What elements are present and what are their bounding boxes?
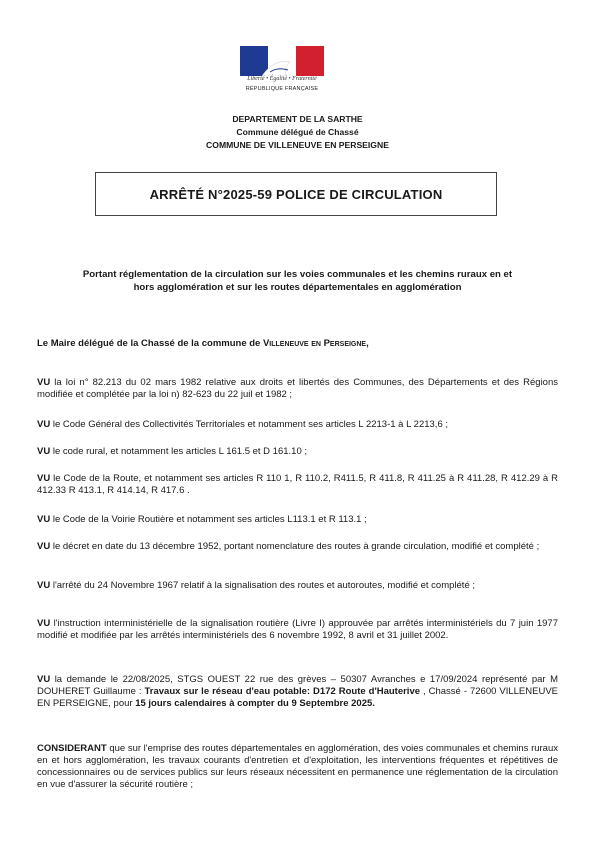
vu-lead: VU (37, 473, 51, 484)
subtitle-line-2: hors agglomération et sur les routes départementales en agglomération (133, 282, 462, 293)
vu-lead: VU (37, 446, 51, 457)
subtitle-line-1: Portant réglementation de la circulation sur les voies communales et les chemins ruraux en et (82, 269, 513, 280)
vu-paragraph (37, 541, 558, 553)
demande-travaux: Travaux sur le réseau d'eau potable: D172 Route d'Hauterive (144, 686, 421, 697)
marianne-flag-icon (240, 46, 324, 76)
demande-lead: VU (37, 674, 51, 685)
considerant-paragraph (37, 743, 558, 791)
vu-text: le code rural, et notamment les articles L 161.5 et D 161.10 ; (50, 446, 308, 457)
considerant-lead: CONSIDERANT (37, 743, 107, 754)
vu-text: l'instruction interministérielle de la signalisation routière (Livre I) approuvée par arrêtés interministériels du 7 juin 1977 modifié et modifiée par les arrêtés interministériels des 6 novembre 1992, 8 avril et 31 juillet 2002. (37, 618, 558, 641)
document-header (0, 113, 595, 152)
maire-text: Le Maire délégué de la Chassé de la commune de (37, 338, 263, 349)
demande-text-2: , Chassé - 72600 VILLENEUVE EN PERSEIGNE, pour (37, 686, 558, 709)
vu-paragraph (37, 446, 558, 458)
arrete-title-box (95, 172, 497, 216)
maire-paragraph (37, 338, 558, 350)
arrete-title: ARRÊTÉ N°2025-59 POLICE DE CIRCULATION (149, 186, 443, 202)
vu-paragraph (37, 514, 558, 526)
vu-text: le Code de la Route, et notamment ses articles R 110 1, R 110.2, R411.5, R 411.8, R 411.25 à R 411.28, R 412.29 à R 412.33 R 413.1, R 414.14, R 417.6 . (37, 473, 558, 496)
vu-paragraph (37, 580, 558, 592)
republic-name: RÉPUBLIQUE FRANÇAISE (245, 86, 319, 92)
vu-lead: VU (37, 514, 51, 525)
vu-paragraph (37, 618, 558, 642)
vu-text: le décret en date du 13 décembre 1952, portant nomenclature des routes à grande circulation, modifié et complété ; (50, 541, 540, 552)
vu-paragraph (37, 419, 558, 431)
vu-text: l'arrêté du 24 Novembre 1967 relatif à la signalisation des routes et autoroutes, modifié et complété ; (50, 580, 476, 591)
marianne-logo (240, 46, 324, 102)
header-commune-deleguee: Commune délégué de Chassé (236, 127, 359, 137)
demande-paragraph (37, 674, 558, 710)
maire-comma: , (366, 338, 369, 349)
considerant-text: que sur l'emprise des routes départementales en agglomération, des voies communales et chemins ruraux en et hors agglomération, les travaux courants d'entretien et d'exploitation, les interventions fréquentes et répétitives de concessionnaires ou de services publics sur leurs réseaux nécessitent en permanence une réglementation de la circulation en vue d'assurer la sécurité routière ; (37, 743, 558, 790)
demande-text-1: la demande le 22/08/2025, STGS OUEST 22 rue des grèves – 50307 Avranches e 17/09/2024 représenté par M DOUHERET Guillaume : (37, 674, 558, 697)
header-department: DEPARTEMENT DE LA SARTHE (232, 114, 363, 124)
subtitle (40, 268, 555, 294)
vu-lead: VU (37, 580, 51, 591)
republic-motto: Liberté • Égalité • Fraternité (247, 76, 317, 82)
vu-lead: VU (37, 377, 51, 388)
demande-duree: 15 jours calendaires à compter du 9 Septembre 2025. (135, 698, 375, 709)
vu-paragraph (37, 377, 558, 401)
vu-paragraph (37, 473, 558, 497)
vu-text: le Code de la Voirie Routière et notamment ses articles L113.1 et R 113.1 ; (50, 514, 367, 525)
vu-lead: VU (37, 618, 51, 629)
maire-commune: Villeneuve en Perseigne (262, 338, 367, 349)
vu-text: le Code Général des Collectivités Territoriales et notamment ses articles L 2213-1 à L 2213,6 ; (50, 419, 449, 430)
vu-lead: VU (37, 541, 51, 552)
vu-lead: VU (37, 419, 51, 430)
vu-text: la loi n° 82.213 du 02 mars 1982 relative aux droits et libertés des Communes, des Départements et des Régions modifiée et complétée par la loi n) 82-623 du 22 juil et 1982 ; (37, 377, 558, 400)
header-commune: COMMUNE DE VILLENEUVE EN PERSEIGNE (206, 140, 389, 150)
